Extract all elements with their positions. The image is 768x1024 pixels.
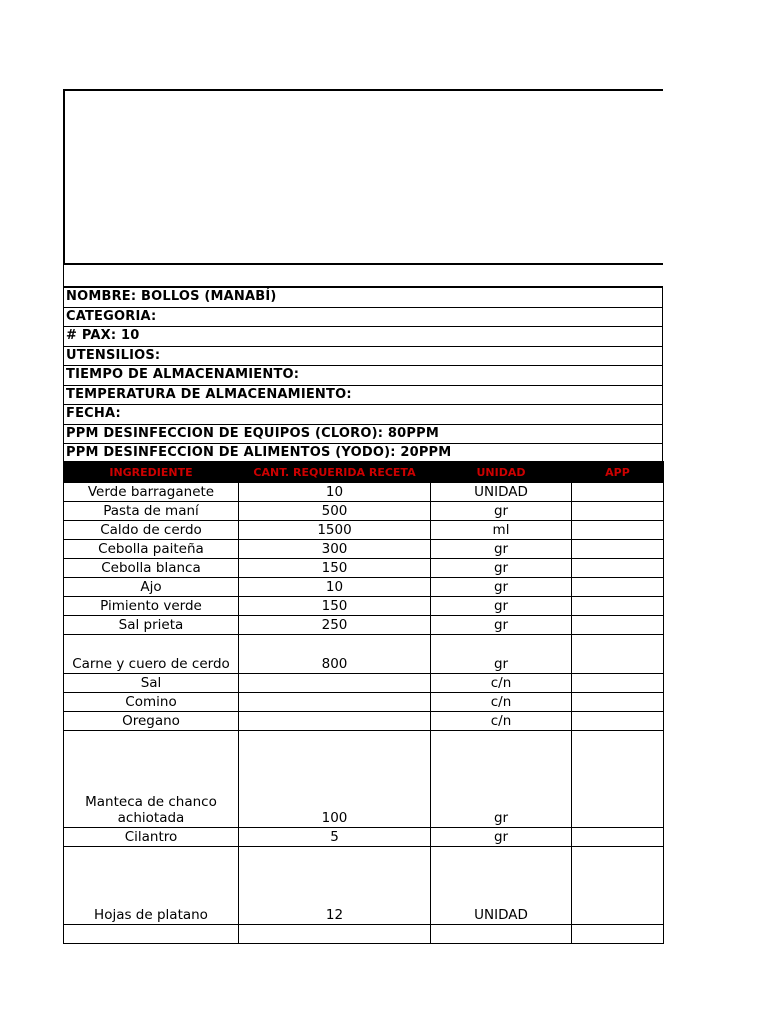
- cell-unidad: gr: [431, 559, 572, 578]
- cell-cantidad: 100: [239, 731, 431, 828]
- cell-unidad: ml: [431, 521, 572, 540]
- cell-app: [572, 731, 664, 828]
- cell-cantidad: [239, 693, 431, 712]
- table-row: [64, 925, 664, 944]
- info-ppm-alimentos: PPM DESINFECCION DE ALIMENTOS (YODO): 20PPM: [64, 444, 663, 464]
- cell-app: [572, 828, 664, 847]
- cell-app: [572, 521, 664, 540]
- cell-unidad: gr: [431, 578, 572, 597]
- cell-app: [572, 540, 664, 559]
- table-row: [64, 693, 664, 712]
- cell-app: [572, 847, 664, 925]
- table-row: [64, 559, 664, 578]
- cell-ingrediente: Carne y cuero de cerdo: [64, 635, 239, 674]
- col-header-app: APP: [572, 462, 664, 483]
- info-pax: # PAX: 10: [64, 327, 663, 347]
- cell-cantidad: 10: [239, 578, 431, 597]
- info-nombre: NOMBRE: BOLLOS (MANABÍ): [64, 287, 663, 307]
- cell-app: [572, 635, 664, 674]
- cell-unidad: gr: [431, 502, 572, 521]
- table-row: [64, 712, 664, 731]
- cell-unidad: c/n: [431, 674, 572, 693]
- cell-unidad: gr: [431, 828, 572, 847]
- table-row: [64, 616, 664, 635]
- cell-cantidad: [239, 712, 431, 731]
- cell-unidad: gr: [431, 731, 572, 828]
- cell-unidad: gr: [431, 616, 572, 635]
- cell-cantidad: 800: [239, 635, 431, 674]
- table-row: [64, 828, 664, 847]
- cell-unidad: UNIDAD: [431, 483, 572, 502]
- table-row: [64, 731, 664, 828]
- cell-app: [572, 597, 664, 616]
- cell-ingrediente: Hojas de platano: [64, 847, 239, 925]
- recipe-info-table: [63, 286, 663, 464]
- cell-app: [572, 674, 664, 693]
- table-header-row: [64, 462, 664, 483]
- table-row: [64, 578, 664, 597]
- cell-cantidad: 150: [239, 597, 431, 616]
- table-row: [64, 635, 664, 674]
- info-fecha: FECHA:: [64, 405, 663, 425]
- table-row: [64, 521, 664, 540]
- cell-cantidad: 12: [239, 847, 431, 925]
- cell-ingrediente: Sal: [64, 674, 239, 693]
- cell-unidad: c/n: [431, 693, 572, 712]
- cell-cantidad: [239, 925, 431, 944]
- cell-app: [572, 925, 664, 944]
- col-header-unidad: UNIDAD: [431, 462, 572, 483]
- col-header-ingrediente: INGREDIENTE: [64, 462, 239, 483]
- cell-ingrediente: Verde barraganete: [64, 483, 239, 502]
- cell-ingrediente: Manteca de chanco achiotada: [64, 731, 239, 828]
- cell-ingrediente: Pasta de maní: [64, 502, 239, 521]
- cell-unidad: UNIDAD: [431, 847, 572, 925]
- cell-ingrediente: Cebolla blanca: [64, 559, 239, 578]
- cell-ingrediente: Caldo de cerdo: [64, 521, 239, 540]
- cell-app: [572, 559, 664, 578]
- col-header-cantidad: CANT. REQUERIDA RECETA: [239, 462, 431, 483]
- cell-app: [572, 693, 664, 712]
- ingredients-table: [63, 461, 664, 944]
- cell-ingrediente: [64, 925, 239, 944]
- cell-unidad: gr: [431, 635, 572, 674]
- table-row: [64, 597, 664, 616]
- table-row: [64, 674, 664, 693]
- info-ppm-equipos: PPM DESINFECCION DE EQUIPOS (CLORO): 80PPM: [64, 424, 663, 444]
- cell-cantidad: 500: [239, 502, 431, 521]
- info-utensilios: UTENSILIOS:: [64, 346, 663, 366]
- cell-cantidad: 250: [239, 616, 431, 635]
- cell-cantidad: 150: [239, 559, 431, 578]
- info-categoria: CATEGORIA:: [64, 307, 663, 327]
- cell-ingrediente: Cebolla paiteña: [64, 540, 239, 559]
- cell-unidad: gr: [431, 540, 572, 559]
- table-row: [64, 502, 664, 521]
- cell-unidad: gr: [431, 597, 572, 616]
- cell-app: [572, 578, 664, 597]
- table-row: [64, 483, 664, 502]
- cell-app: [572, 616, 664, 635]
- cell-unidad: c/n: [431, 712, 572, 731]
- table-row: [64, 847, 664, 925]
- cell-cantidad: 1500: [239, 521, 431, 540]
- cell-app: [572, 483, 664, 502]
- cell-cantidad: [239, 674, 431, 693]
- info-temperatura: TEMPERATURA DE ALMACENAMIENTO:: [64, 385, 663, 405]
- cell-unidad: [431, 925, 572, 944]
- spacer-row: [63, 265, 64, 286]
- cell-ingrediente: Comino: [64, 693, 239, 712]
- cell-cantidad: 10: [239, 483, 431, 502]
- info-tiempo: TIEMPO DE ALMACENAMIENTO:: [64, 366, 663, 386]
- cell-ingrediente: Sal prieta: [64, 616, 239, 635]
- header-box: [63, 89, 663, 265]
- cell-ingrediente: Ajo: [64, 578, 239, 597]
- table-row: [64, 540, 664, 559]
- cell-ingrediente: Cilantro: [64, 828, 239, 847]
- cell-ingrediente: Pimiento verde: [64, 597, 239, 616]
- cell-cantidad: 300: [239, 540, 431, 559]
- cell-app: [572, 502, 664, 521]
- cell-ingrediente: Oregano: [64, 712, 239, 731]
- cell-app: [572, 712, 664, 731]
- cell-cantidad: 5: [239, 828, 431, 847]
